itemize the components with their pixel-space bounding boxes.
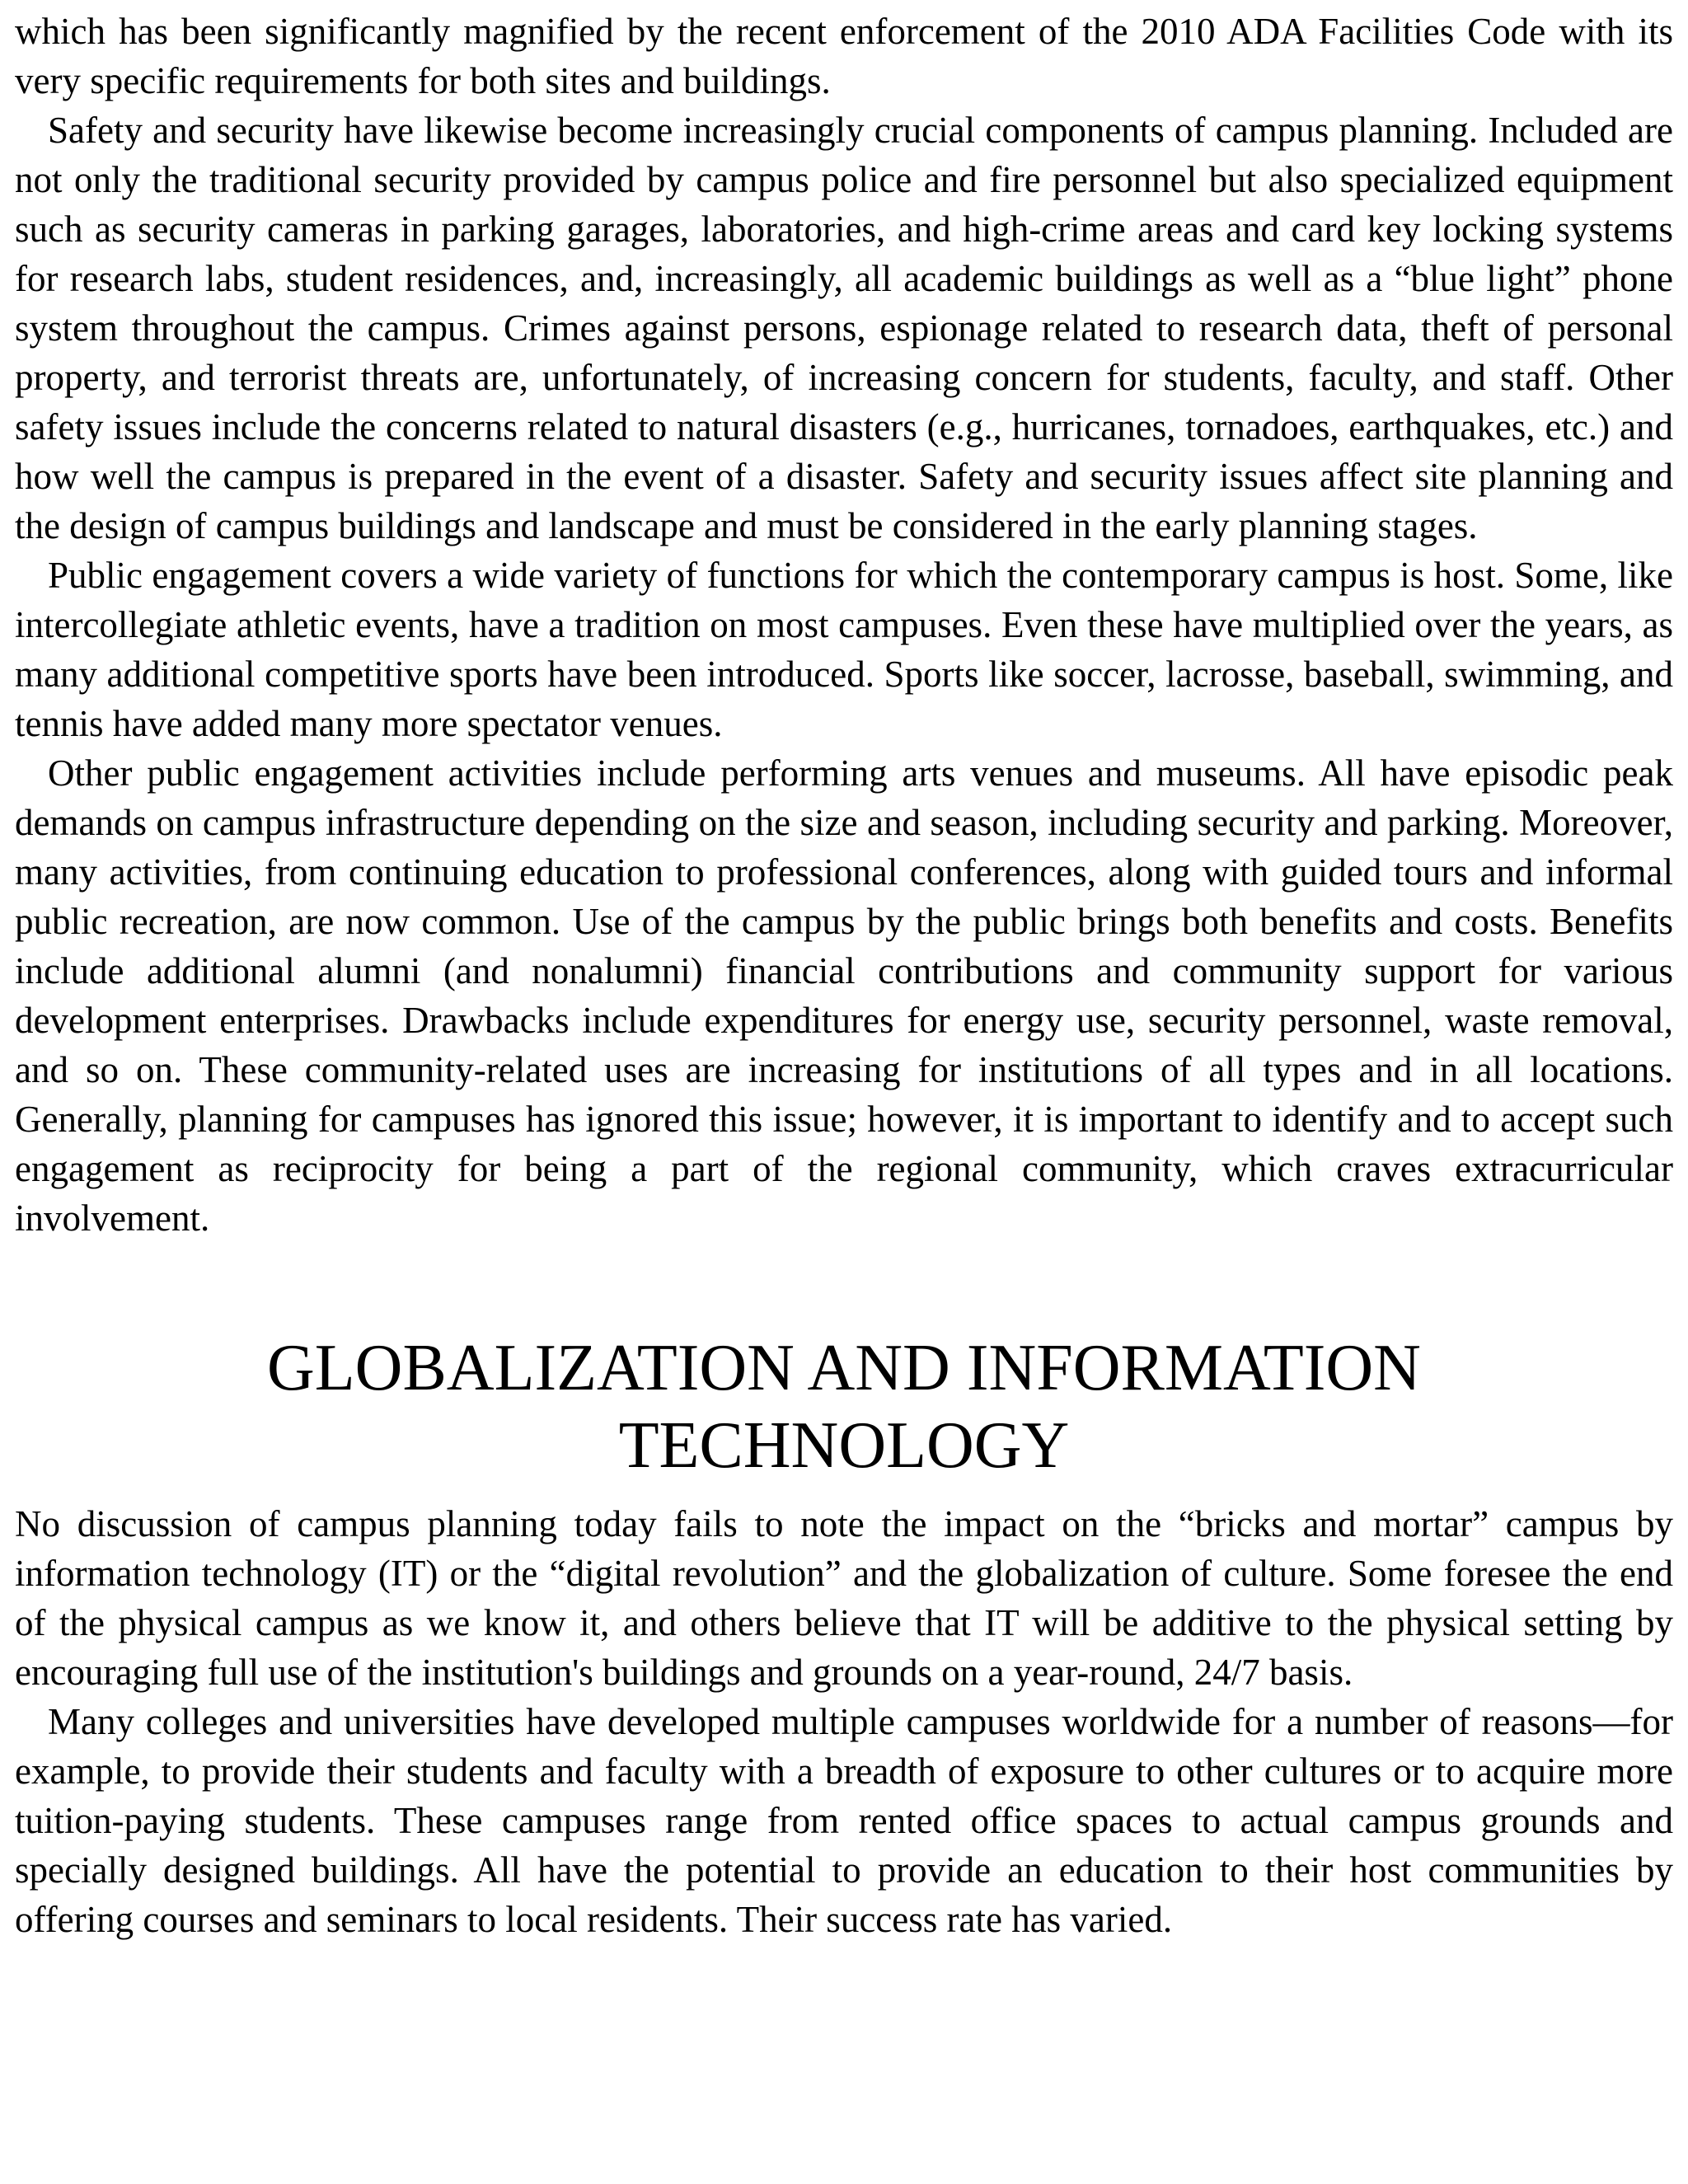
paragraph-safety-security: Safety and security have likewise become increasingly crucial components of campus planning. Included are not only the traditional security provided by campus police and fire personnel but also specialized equipment such as security cameras in parking garages, laboratories, and high-crime areas and card key locking systems for research labs, student residences, and, increasingly, all academic buildings as well as a “blue light” phone system throughout the campus. Crimes against persons, espionage related to research data, theft of personal property, and terrorist threats are, unfortunately, of increasing concern for students, faculty, and staff. Other safety issues include the concerns related to natural disasters (e.g., hurricanes, tornadoes, earthquakes, etc.) and how well the campus is prepared in the event of a disaster. Safety and security issues affect site planning and the design of campus buildings and landscape and must be considered in the early planning stages. [15, 110, 1673, 546]
paragraph-it-impact: No discussion of campus planning today fails to note the impact on the “bricks and mortar” campus by information technology (IT) or the “digital revolution” and the globalization of culture. Some foresee the end of the physical campus as we know it, and others believe that IT will be additive to the physical setting by encouraging full use of the institution's buildings and grounds on a year-round, 24/7 basis. [15, 1503, 1673, 1693]
paragraph-multiple-campuses: Many colleges and universities have developed multiple campuses worldwide for a number of reasons—for example, to provide their students and faculty with a breadth of exposure to other cultures or to acquire more tuition-paying students. These campuses range from rented office spaces to actual campus grounds and specially designed buildings. All have the potential to provide an education to their host communities by offering courses and seminars to local residents. Their success rate has varied. [15, 1701, 1673, 1940]
paragraph-other-public-engagement: Other public engagement activities include performing arts venues and museums. All have episodic peak demands on campus infrastructure depending on the size and season, including security and parking. Moreover, many activities, from continuing education to professional conferences, along with guided tours and informal public recreation, are now common. Use of the campus by the public brings both benefits and costs. Benefits include additional alumni (and nonalumni) financial contributions and community support for various development enterprises. Drawbacks include expenditures for energy use, security personnel, waste removal, and so on. These community-related uses are increasing for institutions of all types and in all locations. Generally, planning for campuses has ignored this issue; however, it is important to identify and to accept such engagement as reciprocity for being a part of the regional community, which craves extracurricular involvement. [15, 752, 1673, 1239]
section-heading [15, 1329, 1673, 1484]
document-page [15, 7, 1673, 1944]
section-heading-line-1: GLOBALIZATION AND INFORMATION [267, 1332, 1421, 1404]
section-heading-line-2: TECHNOLOGY [618, 1409, 1070, 1482]
paragraph-ada-continuation: which has been significantly magnified by the recent enforcement of the 2010 ADA Facilities Code with its very specific requirements for both sites and buildings. [15, 11, 1673, 101]
paragraph-public-engagement: Public engagement covers a wide variety of functions for which the contemporary campus is host. Some, like intercollegiate athletic events, have a tradition on most campuses. Even these have multiplied over the years, as many additional competitive sports have been introduced. Sports like soccer, lacrosse, baseball, swimming, and tennis have added many more spectator venues. [15, 555, 1673, 744]
